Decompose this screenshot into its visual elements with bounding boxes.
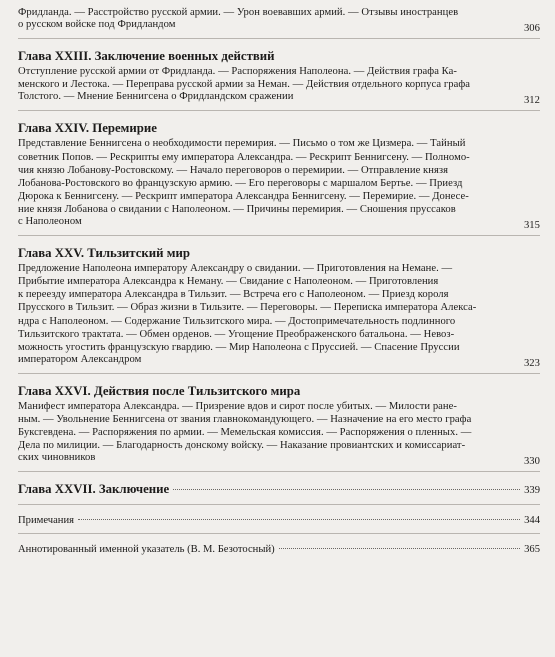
desc-line: о русском войске под Фридландом xyxy=(18,19,176,31)
desc-line: ндра с Наполеоном. — Содержание Тильзитского мира. — Достопримечательность подлинного xyxy=(18,315,456,327)
dot-leader xyxy=(173,489,520,490)
separator xyxy=(18,471,540,472)
separator xyxy=(18,110,540,111)
page-number: 344 xyxy=(524,515,540,527)
section-title: Аннотированный именной указатель (В. М. Безотосный) xyxy=(18,544,275,556)
last-line-leader xyxy=(18,90,540,107)
page-number: 315 xyxy=(523,220,540,232)
chapter-title: Глава XXIII. Заключение военных действий xyxy=(18,49,275,64)
desc-line: Представление Беннигсена о необходимости перемирия. — Письмо о том же Цизмера. — Тайный xyxy=(18,138,466,150)
last-line-leader xyxy=(18,215,540,232)
toc-entry-notes xyxy=(18,515,540,526)
separator xyxy=(18,504,540,505)
entry-description xyxy=(18,137,540,232)
desc-line: Лобанова-Ростовского во французскую армию. — Его переговоры с маршалом Бертье. — Приезд xyxy=(18,177,463,189)
page-number: 330 xyxy=(523,456,540,468)
toc-entry-ch24 xyxy=(18,121,540,232)
toc-entry-ch27 xyxy=(18,482,540,497)
separator xyxy=(18,38,540,39)
desc-line: Тильзитского трактата. — Обмен орденов. — Угощение Преображенского батальона. — Невоз- xyxy=(18,328,455,340)
entry-description xyxy=(18,262,540,369)
desc-line: советник Попов. — Рескрипты ему императора Александра. — Рескрипт Беннигсену. — Полномо- xyxy=(18,151,470,163)
last-line-leader xyxy=(18,353,540,369)
toc-entry-ch26 xyxy=(18,383,540,468)
page-number: 323 xyxy=(523,357,540,369)
desc-line: Толстого. — Мнение Беннигсена о Фридландском сражении xyxy=(18,91,294,103)
dot-leader xyxy=(78,519,520,520)
desc-line: ских чиновников xyxy=(18,452,96,464)
page-number: 339 xyxy=(524,485,540,497)
toc-entry-index xyxy=(18,544,540,555)
separator xyxy=(18,235,540,236)
desc-line: менского и Лестока. — Переправа русской армии за Неман. — Действия отдельного корпуса графа xyxy=(18,79,471,91)
desc-line: Манифест императора Александра. — Призрение вдов и сирот после убитых. — Милости ране- xyxy=(18,400,457,412)
section-title: Примечания xyxy=(18,515,74,527)
desc-line: Дюрока к Беннигсену. — Рескрипт императора Александра Беннигсену. — Перемирие. — Донесе- xyxy=(18,190,469,202)
desc-line: можность угостить французскую гвардию. — Мир Наполеона с Пруссией. — Спасение Пруссии xyxy=(18,341,460,353)
desc-line: императором Александром xyxy=(18,353,142,365)
desc-line: Прибытие императора Александра к Неману. — Свидание с Наполеоном. — Приготовления xyxy=(18,276,439,288)
chapter-title: Глава XXVII. Заключение xyxy=(18,482,170,497)
page-number: 312 xyxy=(523,95,540,107)
toc-entry-ch25 xyxy=(18,246,540,369)
desc-line: с Наполеоном xyxy=(18,216,82,228)
entry-description xyxy=(18,400,540,468)
desc-line: чия князю Лобанову-Ростовскому. — Начало переговоров о перемирии. — Отправление князя xyxy=(18,164,449,176)
last-line-leader xyxy=(18,451,540,468)
desc-line: Прусского в Тильзит. — Образ жизни в Тильзите. — Переговоры. — Переписка императора Алекса- xyxy=(18,302,477,314)
toc-entry-continued xyxy=(18,6,540,35)
desc-line: Предложение Наполеона императору Александру о свидании. — Приготовления на Немане. — xyxy=(18,263,453,275)
entry-description xyxy=(18,6,540,35)
desc-line: Отступление русской армии от Фридланда. — Распоряжения Наполеона. — Действия графа Ка- xyxy=(18,66,457,78)
desc-line: ным. — Увольнение Беннигсена от звания главнокомандующего. — Назначение на его место графа xyxy=(18,413,472,425)
toc-entry-ch23 xyxy=(18,49,540,107)
chapter-title: Глава XXV. Тильзитский мир xyxy=(18,246,190,261)
page-number: 306 xyxy=(523,23,540,35)
dot-leader xyxy=(279,548,520,549)
entry-description xyxy=(18,65,540,107)
separator xyxy=(18,373,540,374)
chapter-title: Глава XXVI. Действия после Тильзитского мира xyxy=(18,383,301,398)
last-line-leader xyxy=(18,18,540,35)
desc-line: Буксгевдена. — Распоряжения по армии. — Мемельская комиссия. — Распоряжения о пленных. — xyxy=(18,427,472,439)
desc-line: к переезду императора Александра в Тильзит. — Встреча его с Наполеоном. — Приезд короля xyxy=(18,289,449,301)
desc-line: Фридланда. — Расстройство русской армии. — Урон воевавших армий. — Отзывы иностранцев xyxy=(18,7,459,18)
desc-line: ние князя Лобанова о свидании с Наполеоном. — Причины перемирия. — Сношения пруссаков xyxy=(18,203,456,215)
separator xyxy=(18,533,540,534)
chapter-title: Глава XXIV. Перемирие xyxy=(18,121,157,136)
desc-line: Дела по милиции. — Благодарность донскому войску. — Наказание провиантских и комиссариат- xyxy=(18,440,466,452)
page-number: 365 xyxy=(524,544,540,556)
table-of-contents xyxy=(18,6,540,555)
